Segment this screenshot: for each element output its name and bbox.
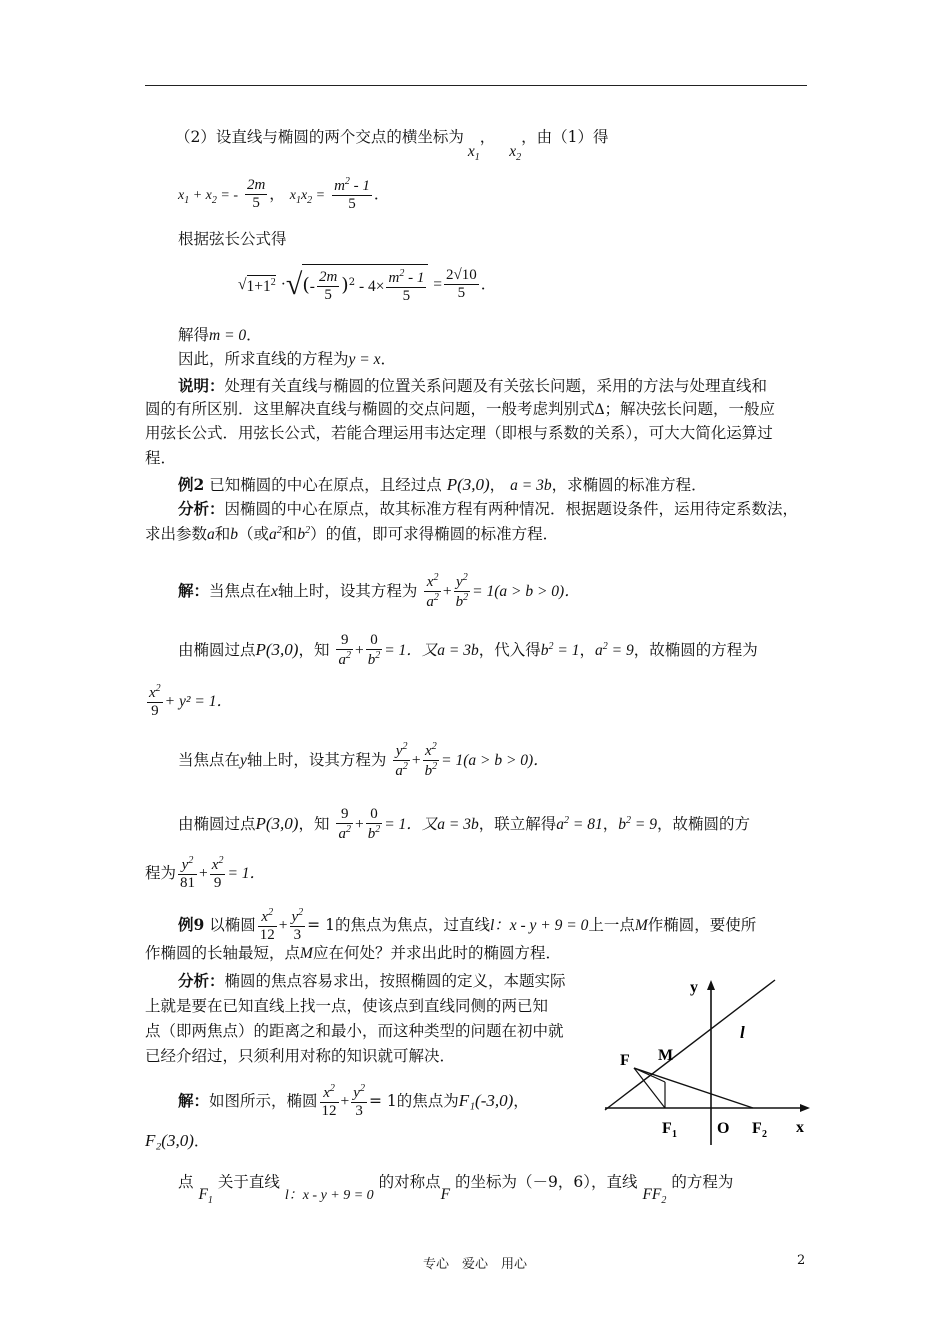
sum-lhs: $x_1 + x_2$ = - (178, 187, 238, 206)
label-F2-sub: 2 (762, 1129, 767, 1140)
example9-solution: 解：如图所示，椭圆 $\frac{x^2}{12}$ + $\frac{y^2}{3}$ = 1的焦点为F₁(-3,0)， (178, 1083, 529, 1120)
example2-case2: 当焦点在y轴上时，设其方程为 $\frac{y^2}{a^2}$ + $\frac{x^2}{b^2}$ = 1(a > b > 0)． (178, 741, 549, 780)
label-F2: F (752, 1120, 762, 1137)
segment-F-M (634, 1068, 665, 1082)
example9-analysis-3: 点（即两焦点）的距离之和最小，而这种类型的问题在初中就 (145, 1022, 564, 1040)
example2-pass2: 由椭圆过点P(3,0)，知 $\frac{9}{a^2}$ + $\frac{0}{b^2}$ = 1．又a = 3b，联立解得$a^2 = 81$，$b^2 = 9$，故椭圆的方 (178, 806, 750, 843)
line-FF2 (634, 1068, 753, 1108)
prod-frac: $\frac{m^2 - 1}{5}$ (334, 176, 370, 213)
part2-intro-line (175, 128, 609, 163)
line-l (605, 980, 775, 1110)
var-x2: $x_2$ (509, 143, 522, 163)
vieta-line: $x_1 + x_2$ = - $\frac{2m}{5}$ ， $x_1x_2$ = $\frac{m^2 - 1}{5}$ ． (178, 176, 390, 213)
x-axis-arrow (800, 1104, 810, 1112)
example9-analysis-1: 分析：椭圆的焦点容易求出，按照椭圆的定义，本题实际 (178, 971, 566, 990)
sep: ， (479, 128, 496, 146)
chord-result: $\frac{2√10}{5}$ (446, 267, 477, 302)
label-F1: F (662, 1120, 672, 1137)
var-x1: $x_1$ (467, 143, 480, 163)
example2-pass1: 由椭圆过点P(3,0)，知 $\frac{9}{a^2}$ + $\frac{0}{b^2}$ = 1．又a = 3b，代入得$b^2 = 1$，$a^2 = 9$，故椭圆的方程为 (178, 632, 758, 669)
label-F: F (620, 1052, 630, 1069)
note-line1: 说明：处理有关直线与椭圆的位置关系问题及有关弦长问题，采用的方法与处理直线和 (178, 376, 768, 395)
sum-frac: $\frac{2m}{5}$ (246, 177, 266, 212)
y-axis-arrow (707, 980, 715, 990)
segment-F-F1 (634, 1068, 665, 1108)
example9-analysis-2: 上就是要在已知直线上找一点，使该点到直线同侧的两已知 (145, 997, 549, 1015)
example9-title: 例9 以椭圆 $\frac{x^2}{12}$ + $\frac{y^2}{3}$ = 1的焦点为焦点，过直线l：x - y + 9 = 0上一点M作椭圆，要使所 (178, 907, 757, 944)
example2-result1: $\frac{x^2}{9}$ + y² = 1． (149, 683, 232, 720)
chord-formula: $√1+1^2$ ·√(- $\frac{2m}{5}$ )$^2$ - 4× $\frac{m^2 - 1}{5}$ = $\frac{2√10}{5}$ ． (238, 264, 496, 306)
example2-title: 例2 已知椭圆的中心在原点，且经过点 P(3,0)， a = 3b，求椭圆的标准方程． (178, 475, 707, 494)
chord-formula-label: 根据弦长公式得 (178, 230, 287, 248)
label-l: l (740, 1023, 745, 1042)
label-M: M (658, 1047, 674, 1064)
label-x: x (796, 1119, 804, 1136)
example2-analysis-2: 求出参数a和b（或$a^2$和$b^2$）的值，即可求得椭圆的标准方程． (145, 525, 559, 543)
example9-f2: F₂(3,0)． (145, 1131, 210, 1150)
example2-analysis-1: 分析：因椭圆的中心在原点，故其标准方程有两种情况．根据题设条件，运用待定系数法， (178, 499, 799, 518)
from-part1: ，由（1）得 (521, 128, 609, 146)
note-line4: 程． (145, 449, 177, 467)
part2-intro-text: （2）设直线与椭圆的两个交点的横坐标为 (175, 128, 464, 146)
prod-lhs: $x_1x_2$ = (289, 187, 326, 206)
example9-last-line: 点 $F_1$ 关于直线 l：x - y + 9 = 0 的对称点F 的坐标为（－9，6），直线 $FF_2$ 的方程为 (178, 1173, 734, 1206)
label-F1-sub: 1 (672, 1129, 677, 1140)
page-number: 2 (797, 1253, 806, 1268)
example2-case1: 解：当焦点在x轴上时，设其方程为 $\frac{x^2}{a^2}$ + $\frac{y^2}{b^2}$ = 1(a > b > 0)． (178, 572, 580, 611)
note-line2: 圆的有所区别．这里解决直线与椭圆的交点问题，一般考虑判别式Δ；解决弦长问题，一般应 (145, 400, 775, 418)
label-y: y (690, 979, 698, 996)
label-O: O (717, 1120, 730, 1137)
example9-line2: 作椭圆的长轴最短，点M应在何处？并求出此时的椭圆方程． (145, 944, 561, 962)
example9-analysis-4: 已经介绍过，只须利用对称的知识就可解决． (145, 1047, 456, 1065)
conclusion-line: 因此，所求直线的方程为y = x． (178, 350, 396, 368)
note-line3: 用弦长公式．用弦长公式，若能合理运用韦达定理（即根与系数的关系），可大大简化运算过 (145, 424, 773, 442)
footer-text: 专心 爱心 用心 (422, 1257, 527, 1272)
header-rule (145, 85, 807, 86)
example2-result2: 程为 $\frac{y^2}{81}$ + $\frac{x^2}{9}$ = 1． (145, 855, 266, 892)
solve-line: 解得m = 0． (178, 326, 262, 344)
ellipse-figure (600, 970, 815, 1152)
